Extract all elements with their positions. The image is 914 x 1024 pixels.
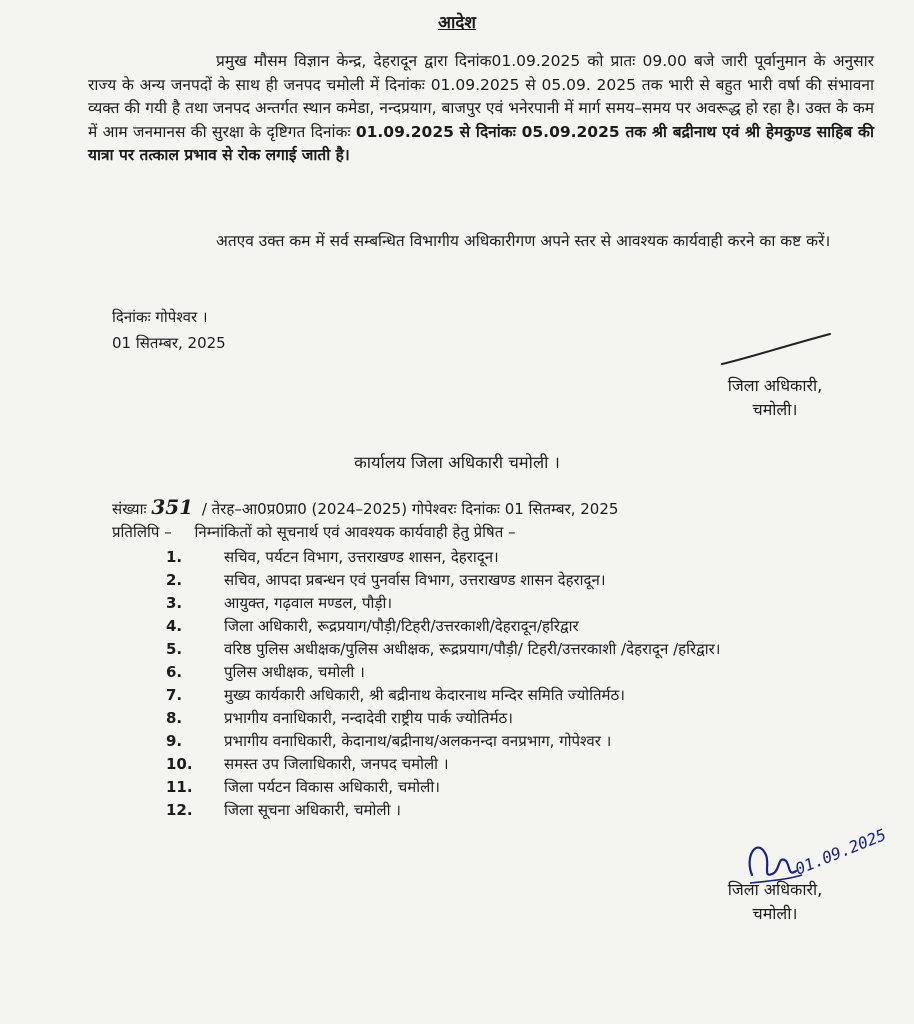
list-item: 12. जिला सूचना अधिकारी, चमोली । xyxy=(166,801,401,819)
order-paragraph-2 xyxy=(88,230,874,254)
reference-label: संख्याः xyxy=(112,500,147,518)
order-paragraph-1-text: प्रमुख मौसम विज्ञान केन्द्र, देहरादून द्वारा दिनांक01.09.2025 को प्रातः 09.00 बजे जारी पूर्वानुमान के अनुसार राज्य के अन्य जनपदों के साथ ही जनपद चमोली में दिनांकः 01.09.2025 से 05.09. 2025 तक भारी से बहुत भारी वर्षा की संभावना व्यक्त की गयी है तथा जनपद अन्तर्गत स्थान कमेडा, नन्दप्रयाग, बाजपुर एवं भनेरपानी में मार्ग समय–समय पर अवरूद्ध हो रहा है। उक्त के कम में आम जनमानस की सुरक्षा के दृष्टिगत दिनांकः xyxy=(88,52,874,141)
reference-details: / तेरह–आ0प्र0प्रा0 (2024–2025) गोपेश्वरः दिनांकः 01 सितम्बर, 2025 xyxy=(201,500,619,518)
order-signature-block xyxy=(690,374,860,422)
list-item: 9. प्रभागीय वनाधिकारी, केदानाथ/बद्रीनाथ/अलकनन्दा वनप्रभाग, गोपेश्वर । xyxy=(166,732,612,750)
list-item: 3. आयुक्त, गढ़वाल मण्डल, पौड़ी। xyxy=(166,594,393,612)
recipient-list xyxy=(160,546,880,822)
order-paragraph-1-bold: 01.09.2025 से दिनांकः 05.09.2025 तक श्री बद्रीनाथ एवं श्री हेमकुण्ड साहिब की यात्रा पर तत्काल प्रभाव से रोक लगाई जाती है। xyxy=(88,122,874,164)
list-item: 2. सचिव, आपदा प्रबन्धन एवं पुनर्वास विभाग, उत्तराखण्ड शासन देहरादून। xyxy=(166,571,606,589)
reference-number: 351 xyxy=(151,495,194,519)
handwritten-date: 01.09.2025 xyxy=(792,825,889,879)
order-sign-place: चमोली। xyxy=(752,400,798,419)
list-item: 4. जिला अधिकारी, रूद्रप्रयाग/पौड़ी/टिहरी/उत्तरकाशी/देहरादून/हरिद्वार xyxy=(166,617,579,635)
order-paragraph-1 xyxy=(88,50,874,168)
list-item: 8. प्रभागीय वनाधिकारी, नन्दादेवी राष्ट्रीय पार्क ज्योतिर्मठ। xyxy=(166,709,513,727)
order-title: आदेश xyxy=(438,13,476,33)
copy-to-label: प्रतिलिपि – xyxy=(112,523,172,541)
reference-line xyxy=(112,495,618,519)
office-sign-place: चमोली। xyxy=(752,904,798,923)
list-item: 7. मुख्य कार्यकारी अधिकारी, श्री बद्रीनाथ केदारनाथ मन्दिर समिति ज्योतिर्मठ। xyxy=(166,686,625,704)
office-heading: कार्यालय जिला अधिकारी चमोली । xyxy=(354,453,560,472)
office-sign-title: जिला अधिकारी, xyxy=(727,880,823,899)
order-place: दिनांकः गोपेश्वर । xyxy=(112,308,208,326)
order-paragraph-2-text: अतएव उक्त कम में सर्व सम्बन्धित विभागीय अधिकारीगण अपने स्तर से आवश्यक कार्यवाही करने का कष्ट करें। xyxy=(216,232,831,250)
list-item: 1. सचिव, पर्यटन विभाग, उत्तराखण्ड शासन, देहरादून। xyxy=(166,548,499,566)
signature-stroke-1 xyxy=(718,330,838,370)
copy-to-line xyxy=(112,522,516,542)
office-signature-block xyxy=(695,878,855,926)
list-item: 5. वरिष्ठ पुलिस अधीक्षक/पुलिस अधीक्षक, रूद्रप्रयाग/पौड़ी/ टिहरी/उत्तरकाशी /देहरादून /हरिद्वार। xyxy=(166,640,721,658)
list-item: 6. पुलिस अधीक्षक, चमोली । xyxy=(166,663,365,681)
list-item: 10. समस्त उप जिलाधिकारी, जनपद चमोली । xyxy=(166,755,449,773)
order-sign-title: जिला अधिकारी, xyxy=(727,376,823,395)
copy-to-text: निम्नांकितों को सूचनार्थ एवं आवश्यक कार्यवाही हेतु प्रेषित – xyxy=(194,523,516,541)
order-date: 01 सितम्बर, 2025 xyxy=(112,334,226,352)
list-item: 11. जिला पर्यटन विकास अधिकारी, चमोली। xyxy=(166,778,440,796)
